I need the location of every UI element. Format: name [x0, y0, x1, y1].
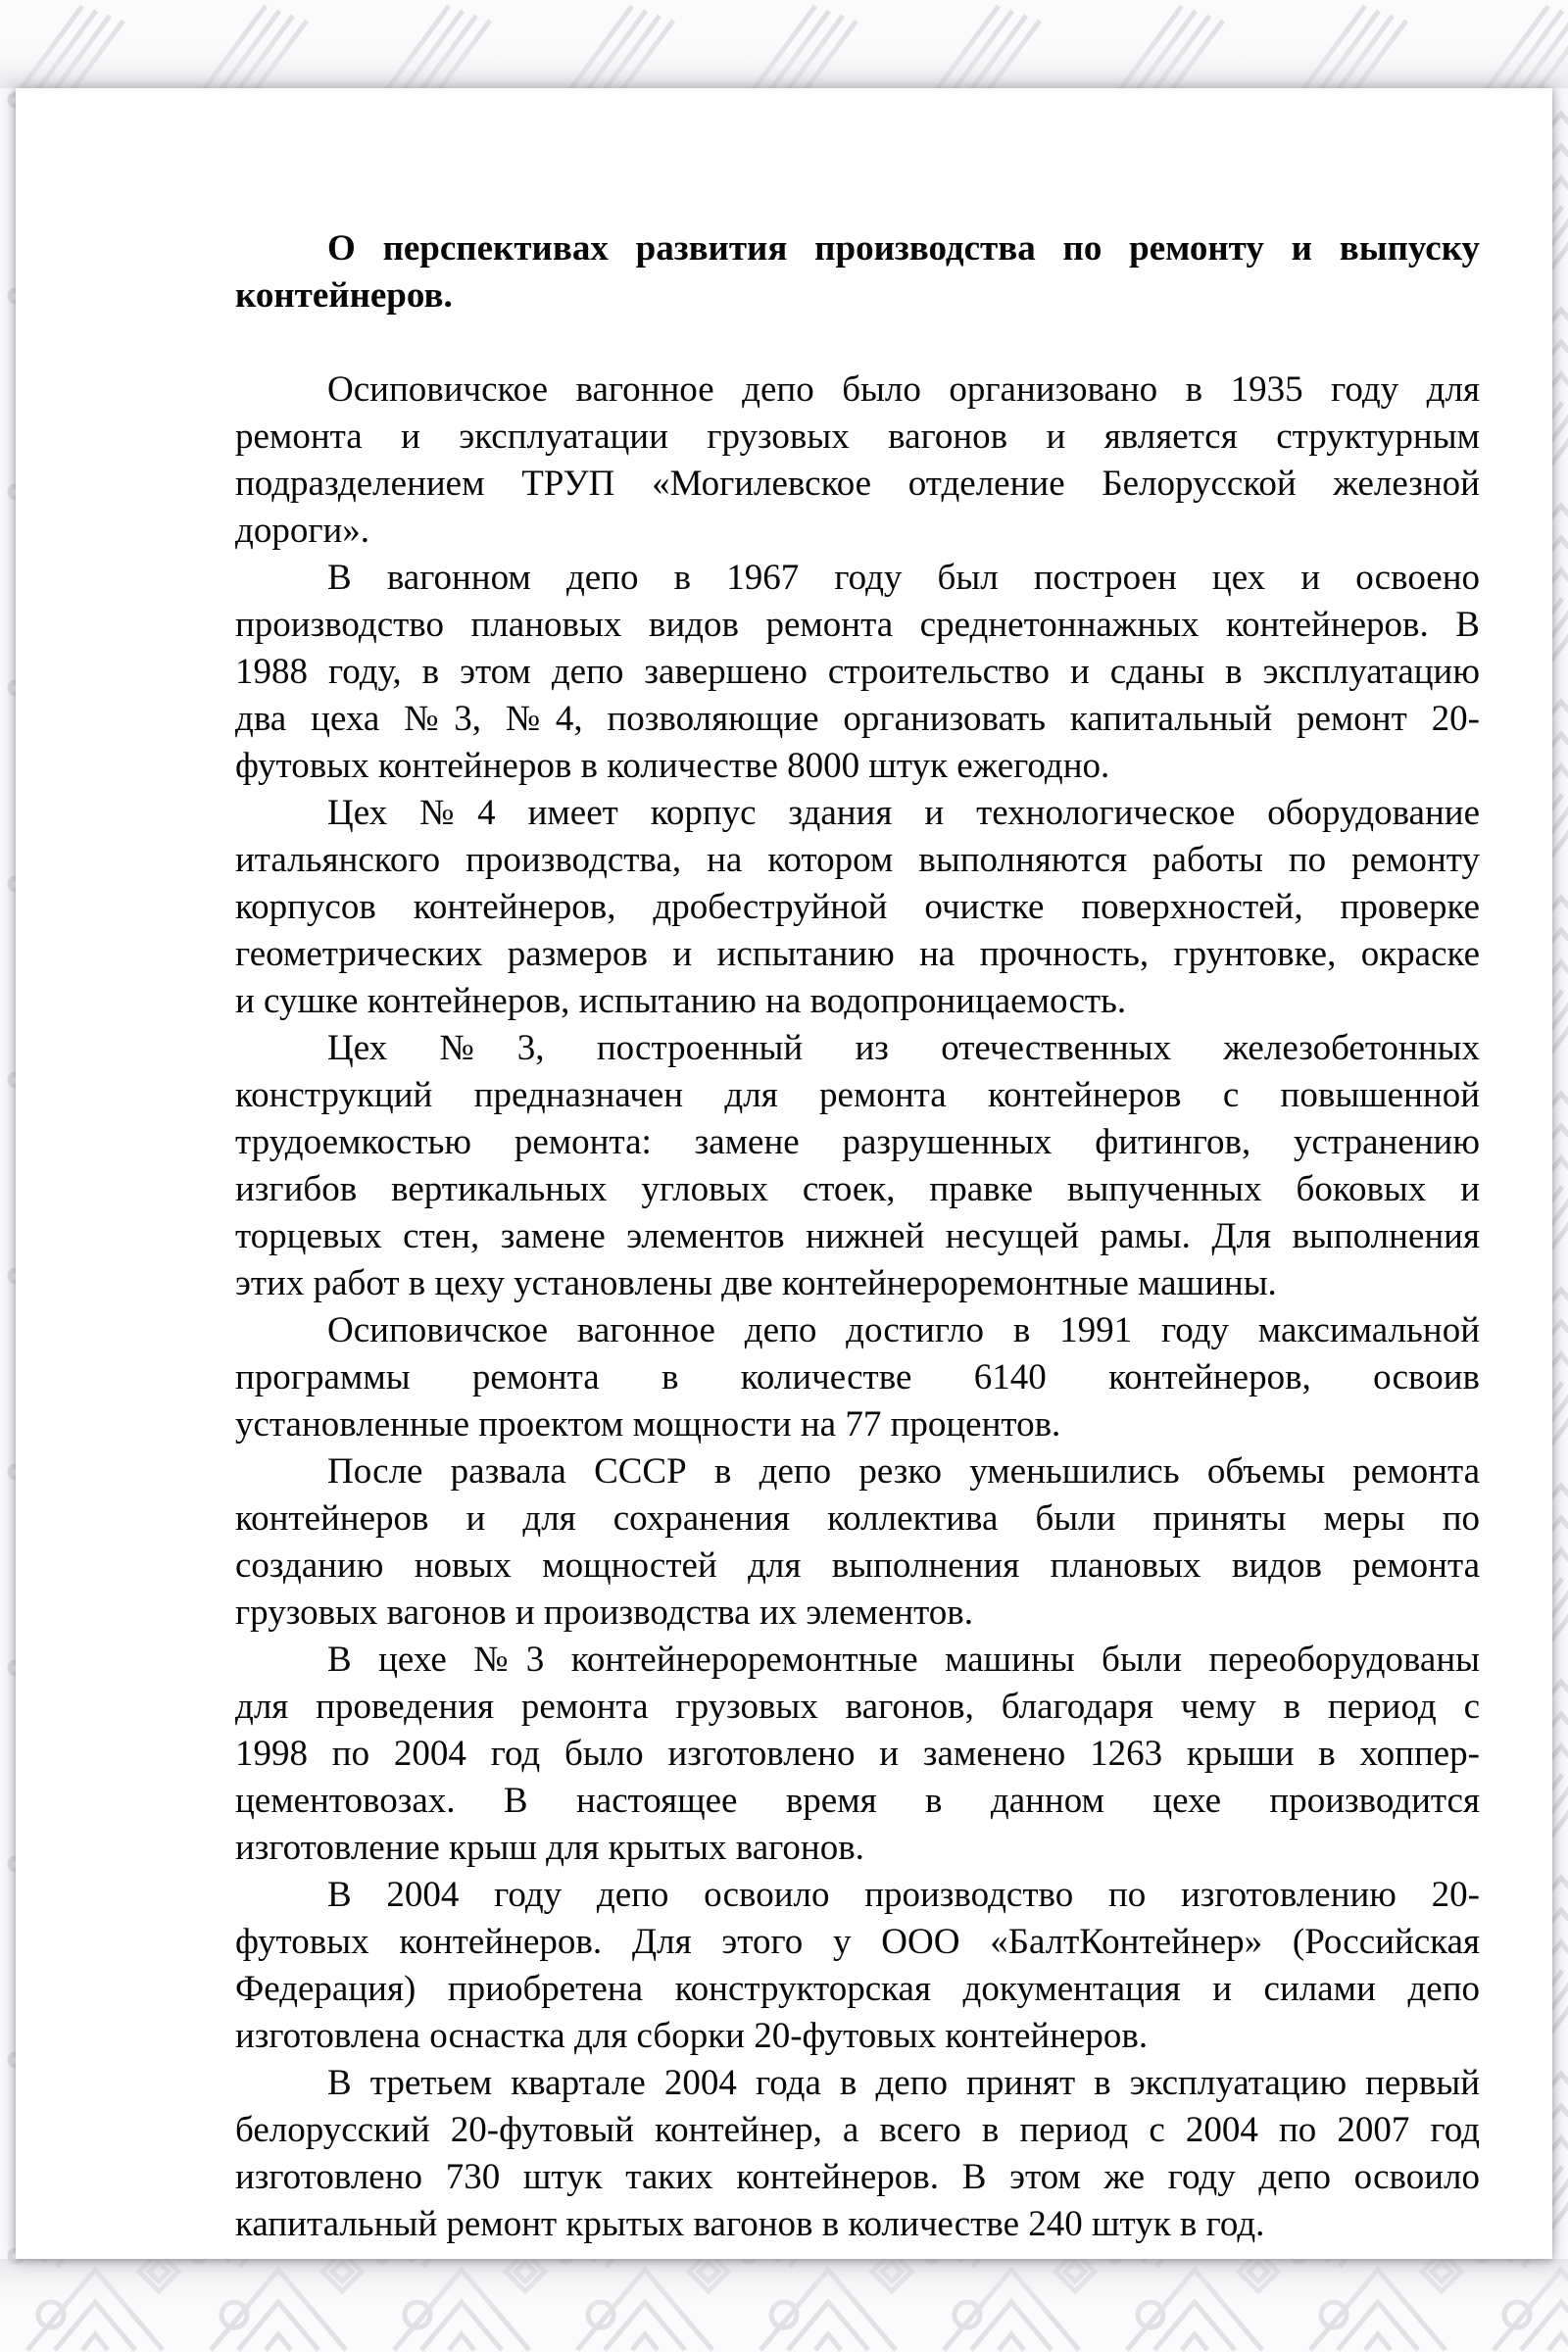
text-line: Осиповичское вагонное депо достигло в 1991 году максимальной — [327, 1310, 1480, 1350]
text-line: изгибов вертикальных угловых стоек, правке выпученных боковых и — [235, 1169, 1480, 1209]
paragraph — [235, 2060, 1480, 2248]
text-line: корпусов контейнеров, дробеструйной очистке поверхностей, проверке — [235, 887, 1480, 927]
text-line: 1988 году, в этом депо завершено строительство и сданы в эксплуатацию — [235, 652, 1480, 692]
text-line: созданию новых мощностей для выполнения плановых видов ремонта — [235, 1545, 1480, 1586]
text-line: производство плановых видов ремонта среднетоннажных контейнеров. В — [235, 605, 1480, 645]
paragraph — [235, 1637, 1480, 1872]
text-line: подразделением ТРУП «Могилевское отделение Белорусской железной — [235, 464, 1480, 504]
text-line: итальянского производства, на котором выполняются работы по ремонту — [235, 840, 1480, 880]
paragraph — [235, 1307, 1480, 1448]
text-line: 1998 по 2004 год было изготовлено и заменено 1263 крыши в хоппер- — [235, 1734, 1480, 1774]
paragraph — [235, 367, 1480, 555]
text-line: После развала СССР в депо резко уменьшились объемы ремонта — [327, 1451, 1480, 1492]
text-line: В цехе №3 контейнероремонтные машины были переоборудованы — [327, 1640, 1480, 1680]
text-line: для проведения ремонта грузовых вагонов, благодаря чему в период с — [235, 1687, 1480, 1727]
text-line: футовых контейнеров в количестве 8000 штук ежегодно. — [235, 746, 1110, 786]
text-line: изготовлено 730 штук таких контейнеров. В этом же году депо освоило — [235, 2157, 1480, 2197]
paragraph — [235, 1025, 1480, 1307]
paragraph — [235, 1448, 1480, 1637]
text-line: В 2004 году депо освоило производство по изготовлению 20- — [327, 1875, 1480, 1915]
text-line: белорусский 20-футовый контейнер, а всего в период с 2004 по 2007 год — [235, 2110, 1480, 2150]
document-text — [235, 225, 1480, 2248]
text-line: установленные проектом мощности на 77 процентов. — [235, 1404, 1061, 1445]
text-line: и сушке контейнеров, испытанию на водопроницаемость. — [235, 981, 1127, 1021]
text-line: В третьем квартале 2004 года в депо принят в эксплуатацию первый — [327, 2063, 1480, 2103]
text-line: грузовых вагонов и производства их элементов. — [235, 1592, 974, 1633]
paragraph — [235, 1872, 1480, 2060]
text-line: ремонта и эксплуатации грузовых вагонов и является структурным — [235, 416, 1480, 457]
paragraph — [235, 790, 1480, 1025]
document-title — [235, 225, 1480, 319]
text-line: трудоемкостью ремонта: замене разрушенных фитингов, устранению — [235, 1122, 1480, 1162]
text-line: торцевых стен, замене элементов нижней несущей рамы. Для выполнения — [235, 1216, 1480, 1256]
paragraph — [235, 555, 1480, 790]
text-line: Цех №3, построенный из отечественных железобетонных — [327, 1028, 1480, 1068]
text-line: контейнеров и для сохранения коллектива были приняты меры по — [235, 1498, 1480, 1539]
text-line: капитальный ремонт крытых вагонов в количестве 240 штук в год. — [235, 2204, 1265, 2244]
text-line: изготовлена оснастка для сборки 20-футовых контейнеров. — [235, 2016, 1149, 2056]
text-line: футовых контейнеров. Для этого у ООО «БалтКонтейнер» (Российская — [235, 1922, 1480, 1962]
text-line: этих работ в цеху установлены две контейнероремонтные машины. — [235, 1263, 1277, 1303]
text-line: два цеха №3, №4, позволяющие организовать капитальный ремонт 20- — [235, 699, 1480, 739]
text-line: конструкций предназначен для ремонта контейнеров с повышенной — [235, 1075, 1480, 1115]
document-page — [16, 88, 1552, 2259]
text-line: Цех №4 имеет корпус здания и технологическое оборудование — [327, 793, 1480, 833]
text-line: О перспективах развития производства по ремонту и выпуску — [327, 228, 1480, 269]
text-line: дороги». — [235, 511, 370, 551]
text-line: программы ремонта в количестве 6140 контейнеров, освоив — [235, 1357, 1480, 1397]
text-line: Федерация) приобретена конструкторская документация и силами депо — [235, 1969, 1480, 2009]
text-line: изготовление крыш для крытых вагонов. — [235, 1828, 864, 1868]
text-line: контейнеров. — [235, 275, 453, 316]
text-line: Осиповичское вагонное депо было организовано в 1935 году для — [327, 369, 1480, 410]
text-line: В вагонном депо в 1967 году был построен цех и освоено — [327, 558, 1480, 598]
text-line: геометрических размеров и испытанию на прочность, грунтовке, окраске — [235, 934, 1480, 974]
text-line: цементовозах. В настоящее время в данном цехе производится — [235, 1781, 1480, 1821]
